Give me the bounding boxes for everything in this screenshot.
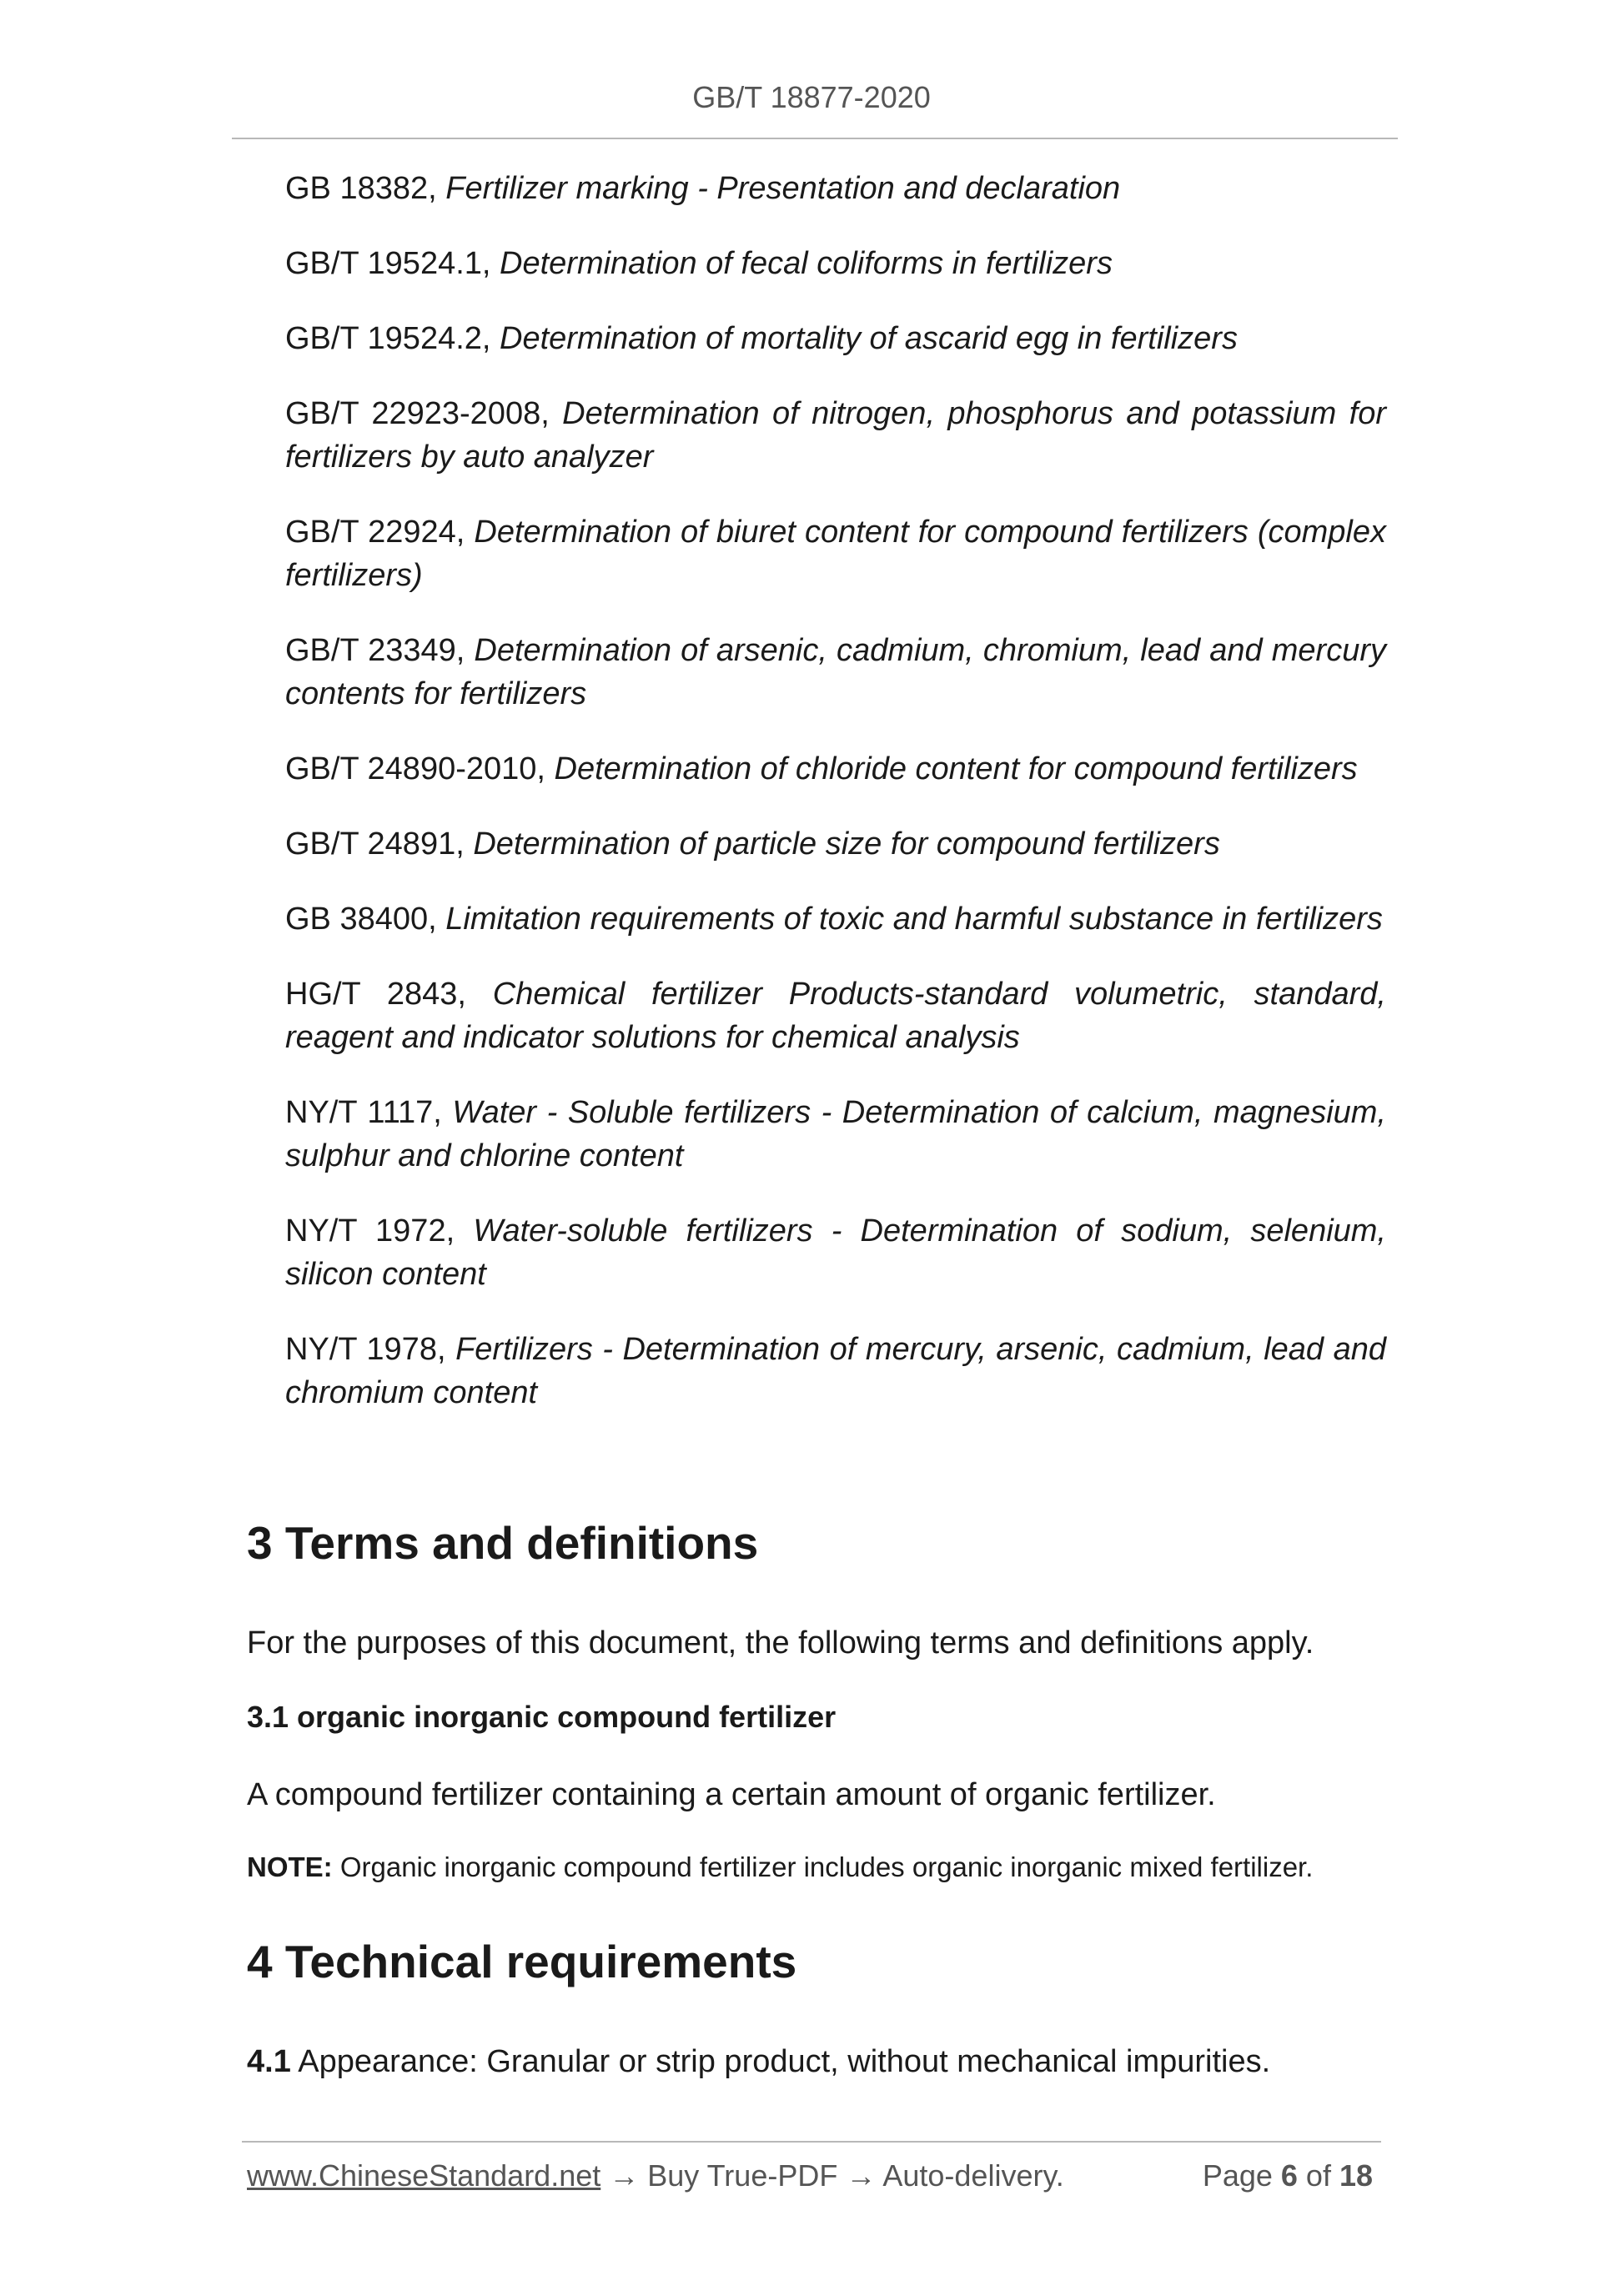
note-block — [247, 1851, 1398, 1883]
delivery-text: Auto-delivery. — [882, 2158, 1064, 2193]
reference-item — [285, 972, 1386, 1059]
reference-item — [285, 897, 1386, 941]
section-4-heading: 4 Technical requirements — [247, 1936, 797, 1987]
reference-title: Determination of chloride content for compound fertilizers — [554, 751, 1358, 786]
of-label: of — [1297, 2158, 1339, 2193]
reference-title: Limitation requirements of toxic and harmful substance in fertilizers — [445, 902, 1383, 937]
header-divider — [232, 138, 1398, 139]
reference-code: HG/T 2843, — [285, 977, 493, 1012]
footer-divider — [242, 2141, 1381, 2143]
term-3-1-block — [247, 1700, 1398, 1735]
reference-item — [285, 747, 1386, 791]
reference-title: Determination of particle size for compound fertilizers — [473, 826, 1220, 862]
reference-title: Determination of mortality of ascarid egg in fertilizers — [500, 321, 1238, 356]
total-pages: 18 — [1339, 2158, 1373, 2193]
reference-title: Determination of nitrogen, phosphorus and potassium for fertilizers by auto analyzer — [285, 396, 1386, 475]
term-title: 3.1 organic inorganic compound fertilizer — [247, 1700, 837, 1734]
document-header-title: GB/T 18877-2020 — [692, 80, 931, 114]
note-text: Organic inorganic compound fertilizer includes organic inorganic mixed fertilizer. — [332, 1851, 1314, 1882]
section-3 — [247, 1516, 1398, 1570]
reference-title: Fertilizer marking - Presentation and declaration — [445, 171, 1121, 206]
reference-code: GB/T 23349, — [285, 633, 475, 668]
reference-title: Water-soluble fertilizers - Determination of sodium, selenium, silicon content — [285, 1213, 1386, 1292]
section-3-heading: 3 Terms and definitions — [247, 1517, 759, 1569]
buy-text: Buy True-PDF — [647, 2158, 838, 2193]
section-4-1-block — [247, 2040, 1398, 2083]
reference-item — [285, 510, 1386, 597]
arrow-icon: → — [837, 2158, 883, 2193]
reference-item — [285, 167, 1386, 210]
reference-item — [285, 629, 1386, 716]
normative-references-list — [285, 167, 1386, 1446]
reference-item — [285, 1091, 1386, 1178]
reference-code: GB 18382, — [285, 171, 446, 206]
reference-code: NY/T 1978, — [285, 1332, 456, 1367]
reference-title: Determination of fecal coliforms in fertilizers — [500, 246, 1113, 281]
page-footer — [247, 2158, 1381, 2193]
reference-code: GB/T 22924, — [285, 515, 475, 550]
reference-item — [285, 822, 1386, 866]
reference-title: Chemical fertilizer Products-standard volumetric, standard, reagent and indicator solutions for chemical analysis — [285, 977, 1386, 1055]
reference-code: GB/T 22923-2008, — [285, 396, 563, 431]
reference-title: Fertilizers - Determination of mercury, arsenic, cadmium, lead and chromium content — [285, 1332, 1386, 1410]
reference-title: Determination of arsenic, cadmium, chromium, lead and mercury contents for fertilizers — [285, 633, 1386, 711]
term-note — [247, 1851, 1398, 1883]
page-number: 6 — [1280, 2158, 1298, 2193]
arrow-icon: → — [600, 2158, 648, 2193]
term-definition-block — [247, 1773, 1398, 1816]
requirement-text: Appearance: Granular or strip product, without mechanical impurities. — [290, 2044, 1271, 2079]
page-label: Page — [1202, 2158, 1281, 2193]
section-3-intro-block — [247, 1621, 1398, 1665]
reference-code: GB 38400, — [285, 902, 446, 937]
requirement-4-1 — [247, 2040, 1398, 2083]
reference-title: Water - Soluble fertilizers - Determination of calcium, magnesium, sulphur and chlorine content — [285, 1095, 1386, 1173]
requirement-number: 4.1 — [247, 2044, 291, 2079]
reference-item — [285, 1328, 1386, 1414]
term-definition: A compound fertilizer containing a certain amount of organic fertilizer. — [247, 1777, 1216, 1812]
reference-code: NY/T 1972, — [285, 1213, 474, 1248]
reference-item — [285, 392, 1386, 479]
reference-item — [285, 242, 1386, 285]
reference-item — [285, 317, 1386, 360]
reference-title: Determination of biuret content for compound fertilizers (complex fertilizers) — [285, 515, 1387, 593]
reference-code: GB/T 24890-2010, — [285, 751, 555, 786]
note-label: NOTE: — [247, 1851, 333, 1882]
website-link[interactable]: www.ChineseStandard.net — [247, 2158, 601, 2193]
reference-code: GB/T 24891, — [285, 826, 474, 862]
reference-code: GB/T 19524.1, — [285, 246, 500, 281]
page-indicator — [1203, 2158, 1373, 2193]
reference-code: NY/T 1117, — [285, 1095, 453, 1130]
reference-code: GB/T 19524.2, — [285, 321, 500, 356]
reference-item — [285, 1209, 1386, 1296]
section-4 — [247, 1935, 1398, 1988]
section-3-intro: For the purposes of this document, the following terms and definitions apply. — [247, 1625, 1314, 1660]
